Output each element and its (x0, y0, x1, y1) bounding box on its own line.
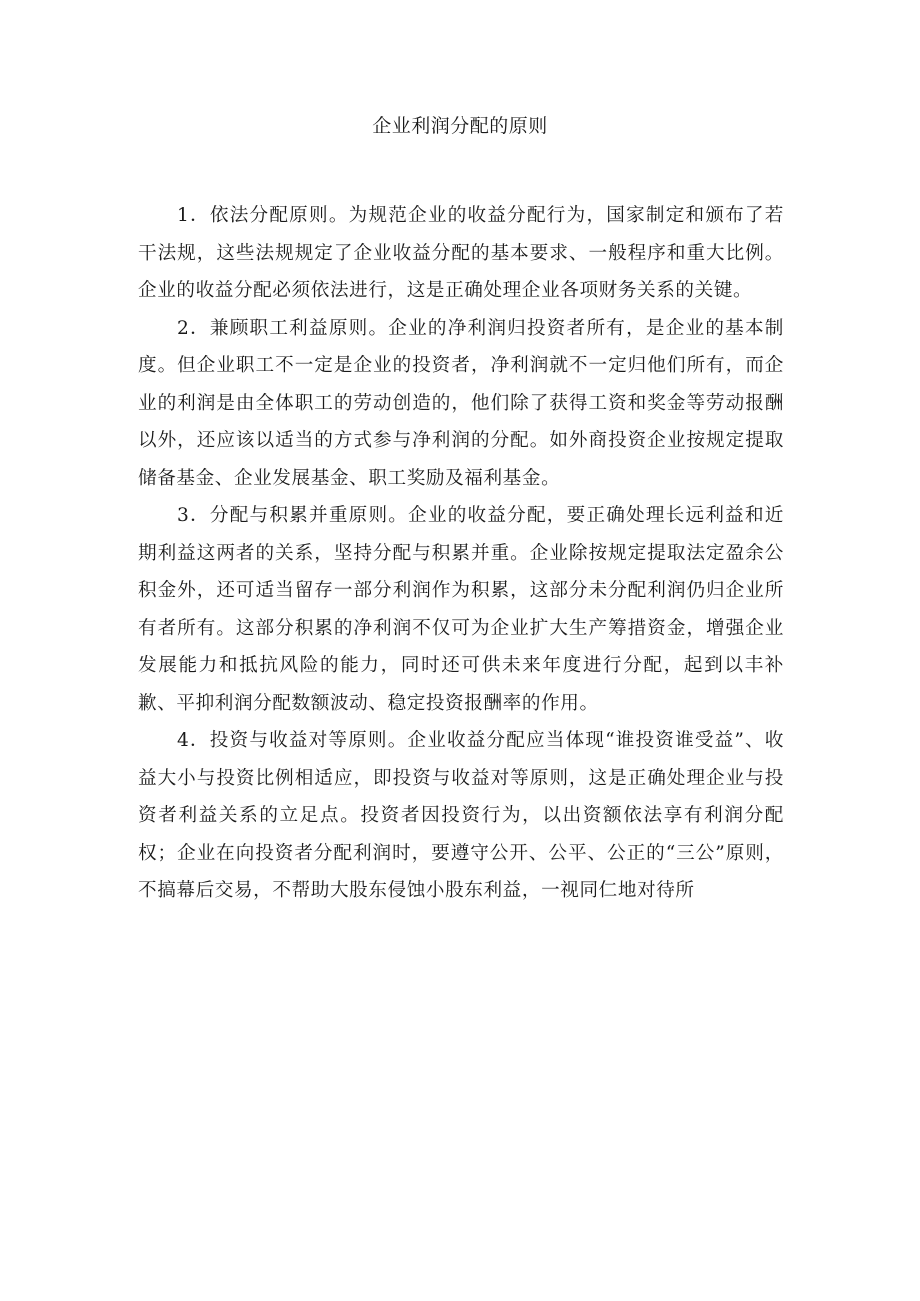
paragraph-1: 1．依法分配原则。为规范企业的收益分配行为，国家制定和颁布了若干法规，这些法规规定了企业收益分配的基本要求、一般程序和重大比例。企业的收益分配必须依法进行，这是正确处理企业各项财务关系的关键。 (138, 205, 784, 301)
paragraph-4: 4．投资与收益对等原则。企业收益分配应当体现“谁投资谁受益”、收益大小与投资比例相适应，即投资与收益对等原则，这是正确处理企业与投资者利益关系的立足点。投资者因投资行为，以出资额依法享有利润分配权；企业在向投资者分配利润时，要遵守公开、公平、公正的“三公”原则，不搞幕后交易，不帮助大股东侵蚀小股东利益，一视同仁地对待所 (138, 730, 784, 901)
document-body (138, 197, 784, 910)
paragraph-3: 3．分配与积累并重原则。企业的收益分配，要正确处理长远利益和近期利益这两者的关系，坚持分配与积累并重。企业除按规定提取法定盈余公积金外，还可适当留存一部分利润作为积累，这部分未分配利润仍归企业所有者所有。这部分积累的净利润不仅可为企业扩大生产筹措资金，增强企业发展能力和抵抗风险的能力，同时还可供未来年度进行分配，起到以丰补歉、平抑利润分配数额波动、稳定投资报酬率的作用。 (138, 505, 784, 714)
document-title: 企业利润分配的原则 (372, 115, 548, 137)
paragraph-2: 2．兼顾职工利益原则。企业的净利润归投资者所有，是企业的基本制度。但企业职工不一定是企业的投资者，净利润就不一定归他们所有，而企业的利润是由全体职工的劳动创造的，他们除了获得工资和奖金等劳动报酬以外，还应该以适当的方式参与净利润的分配。如外商投资企业按规定提取储备基金、企业发展基金、职工奖励及福利基金。 (138, 317, 784, 489)
